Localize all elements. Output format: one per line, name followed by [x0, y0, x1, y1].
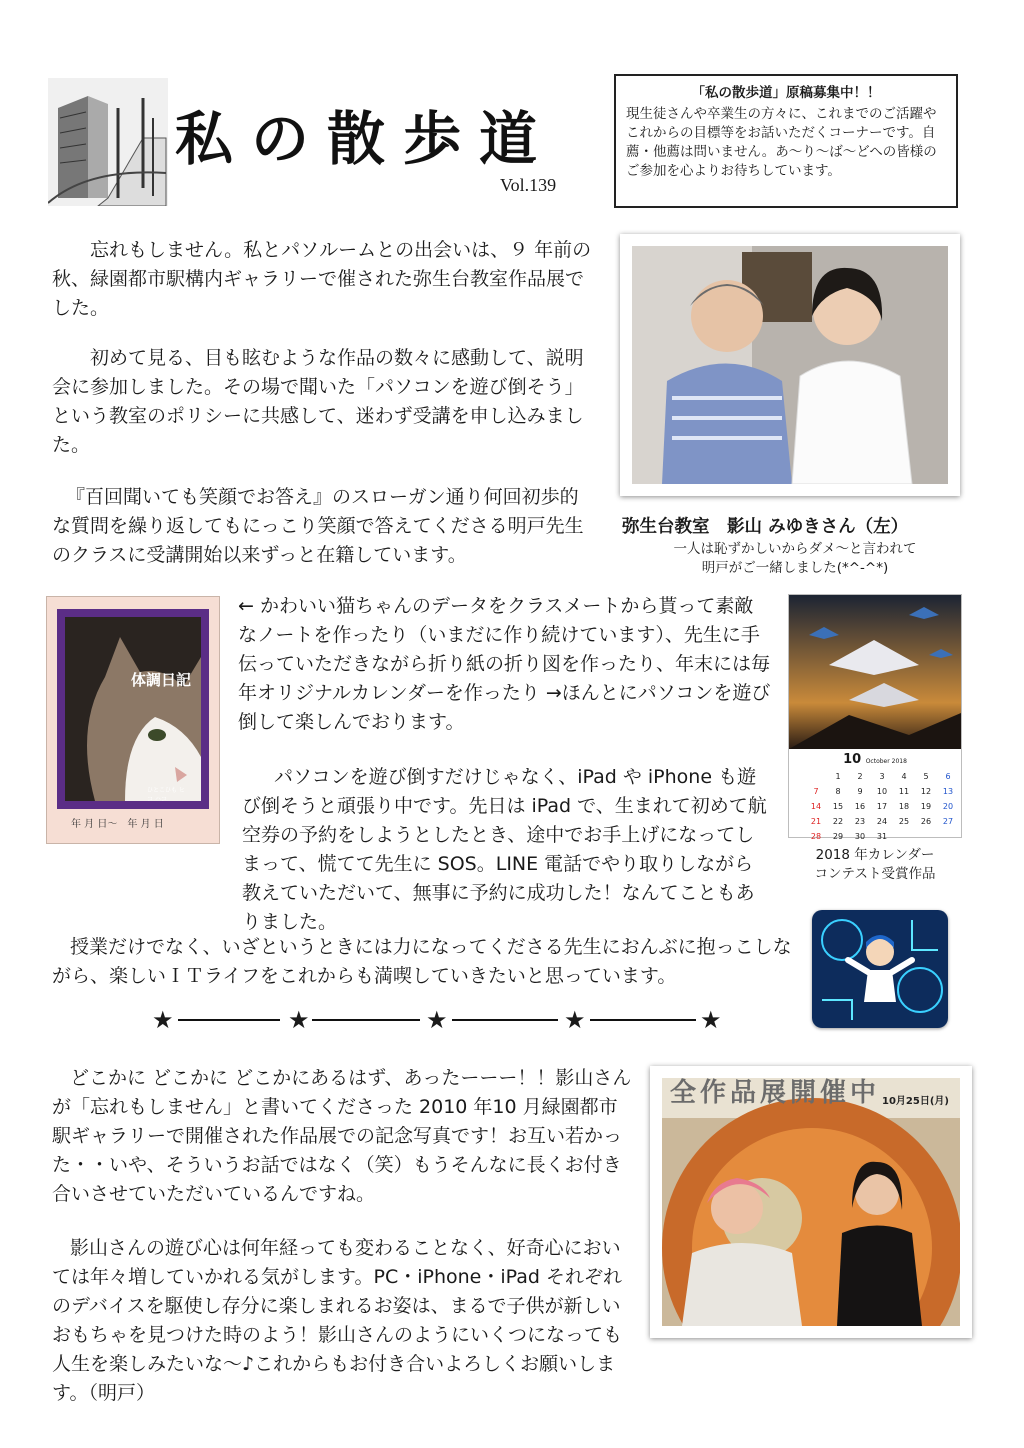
calendar-day: 15: [832, 802, 844, 811]
calendar-day: 10: [876, 787, 888, 796]
calendar-day: 22: [832, 817, 844, 826]
calendar-day: 12: [920, 787, 932, 796]
photo1-note1: 一人は恥ずかしいからダメ〜と言われて: [673, 541, 917, 557]
separator-star-1: ★: [152, 1006, 174, 1034]
calendar-day: 1: [835, 772, 841, 781]
article1-paragraph4: ← かわいい猫ちゃんのデータをクラスメートから貰って素敵なノートを作ったり（いまだに作り続けています）、先生に手伝っていただきながら折り紙の折り図を作ったり、年末には毎年オリジナルカレンダーを作ったり →ほんとにパソコンを遊び倒して楽しんでおります。: [238, 595, 771, 733]
separator-star-4: ★: [564, 1006, 586, 1034]
it-life-illustration: [812, 910, 948, 1028]
photo-two-women: [620, 234, 960, 496]
article1-paragraph6: 授業だけでなく、いざというときには力になってくださる先生におんぶに抱っこしながら、楽しいＩＴライフをこれからも満喫していきたいと思っています。: [52, 936, 792, 987]
article2-paragraph1: どこかに どこかに どこかにあるはず、あったーーー！！影山さんが「忘れもしません」と書いてくださった 2010 年10 月緑園都市駅ギャラリーで開催された作品展での記念写真です！お互い若かった・・いや、そういうお話ではなく（笑）もうそんなに長くお付き合いさせていただいているんですね。: [52, 1067, 632, 1205]
calendar-day: 30: [854, 832, 866, 841]
recruitment-notice: [614, 74, 958, 208]
calendar-day: 5: [923, 772, 929, 781]
page-title: 私の散歩道: [175, 105, 556, 173]
calendar-week-row: [805, 784, 959, 799]
notebook-title: 体調日記: [131, 671, 192, 689]
calendar-week-row: [805, 799, 959, 814]
calendar-month: [789, 752, 961, 767]
separator-star-2: ★: [288, 1006, 310, 1034]
article1-paragraph5-wrap: [52, 763, 772, 937]
calendar-day: 29: [832, 832, 844, 841]
calendar-caption-line1: 2018 年カレンダー: [815, 847, 935, 863]
calendar-day: 9: [857, 787, 863, 796]
calendar-caption: [790, 846, 960, 884]
calendar-day: 24: [876, 817, 888, 826]
photo1-caption: 弥生台教室 影山 みゆきさん（左）: [622, 517, 909, 537]
calendar-day: [805, 769, 827, 784]
photo1-note2: 明戸がご一緒しました(*^-^*): [701, 560, 889, 576]
calendar-day: 6: [945, 772, 951, 781]
photo2-banner: 全作品展開催中: [670, 1078, 881, 1108]
notice-body: 現生徒さんや卒業生の方々に、これまでのご活躍やこれからの目標等をお話いただくコーナーです。自薦・他薦は問いません。あ〜り〜ば〜どへの皆様のご参加を心よりお待ちしています。: [626, 106, 937, 179]
calendar-day: [915, 829, 937, 844]
calendar-caption-line2: コンテスト受賞作品: [814, 866, 936, 882]
calendar-image: [788, 594, 962, 841]
photo-2010-exhibition: [650, 1066, 972, 1338]
header-illustration: [48, 78, 168, 206]
notebook-date-line: 年 月 日〜 年 月 日: [71, 819, 164, 830]
calendar-day: 25: [898, 817, 910, 826]
calendar-day: 18: [898, 802, 910, 811]
calendar-day: 8: [835, 787, 841, 796]
article2-paragraph2: 影山さんの遊び心は何年経っても変わることなく、好奇心においては年々増していかれる気がします。PC・iPhone・iPad それぞれのデバイスを駆使し存分に楽しまれるお姿は、まるで子供が新しいおもちゃを見つけた時のよう！影山さんのようにいくつになっても人生を楽しみたいな〜♪これからもお付き合いよろしくお願いします。（明戸）: [52, 1237, 623, 1404]
calendar-day: 21: [810, 817, 822, 826]
notice-title: 「私の散歩道」原稿募集中！！: [691, 85, 881, 101]
calendar-week-row: [805, 814, 959, 829]
calendar-month-number: 10: [843, 752, 862, 767]
calendar-day: 16: [854, 802, 866, 811]
calendar-day: 7: [813, 787, 819, 796]
article1-paragraph5: パソコンを遊び倒すだけじゃなく、iPad や iPhone も遊び倒そうと頑張り中です。先日は iPad で、生まれて初めて航空券の予約をしようとしたとき、途中でお手上げになってしまって、慌てて先生に SOS。LINE 電話でやり取りしながら教えていただいて、無事に予約に成功した！なんてこともありました。: [242, 766, 767, 933]
calendar-day: 3: [879, 772, 885, 781]
photo2-date: 10月25日(月): [882, 1096, 949, 1107]
calendar-week-row: [805, 829, 959, 844]
calendar-day: 13: [942, 787, 954, 796]
calendar-day: 28: [810, 832, 822, 841]
star-separator: [152, 1006, 722, 1034]
article1-paragraph2: 初めて見る、目も眩むような作品の数々に感動して、説明会に参加しました。その場で聞いた「パソコンを遊び倒そう」という教室のポリシーに共感して、迷わず受講を申し込みました。: [52, 347, 584, 456]
calendar-day: [893, 829, 915, 844]
calendar-day: 17: [876, 802, 888, 811]
calendar-day: 14: [810, 802, 822, 811]
calendar-day: 23: [854, 817, 866, 826]
calendar-day: 19: [920, 802, 932, 811]
article1-paragraph3: 『百回聞いても笑顔でお答え』のスローガン通り何回初歩的な質問を繰り返してもにっこり笑顔で答えてくださる明戸先生のクラスに受講開始以来ずっと在籍しています。: [52, 486, 584, 566]
calendar-day: 4: [901, 772, 907, 781]
separator-star-5: ★: [700, 1006, 722, 1034]
volume-number: Vol.139: [500, 175, 557, 195]
calendar-day: 27: [942, 817, 954, 826]
calendar-day: 11: [898, 787, 910, 796]
separator-star-3: ★: [426, 1006, 448, 1034]
article1-paragraph1: 忘れもしません。私とパソルームとの出会いは、９ 年前の秋、緑園都市駅構内ギャラリーで催された弥生台教室作品展でした。: [52, 239, 592, 319]
notebook-small-label: ひとこひも ヒコ ハコ: [147, 787, 185, 803]
calendar-week-row: [805, 769, 959, 784]
calendar-month-label: October 2018: [865, 758, 907, 765]
calendar-grid: [805, 769, 959, 844]
calendar-day: 31: [876, 832, 888, 841]
calendar-day: [937, 829, 959, 844]
calendar-day: 2: [857, 772, 863, 781]
calendar-day: 26: [920, 817, 932, 826]
calendar-day: 20: [942, 802, 954, 811]
